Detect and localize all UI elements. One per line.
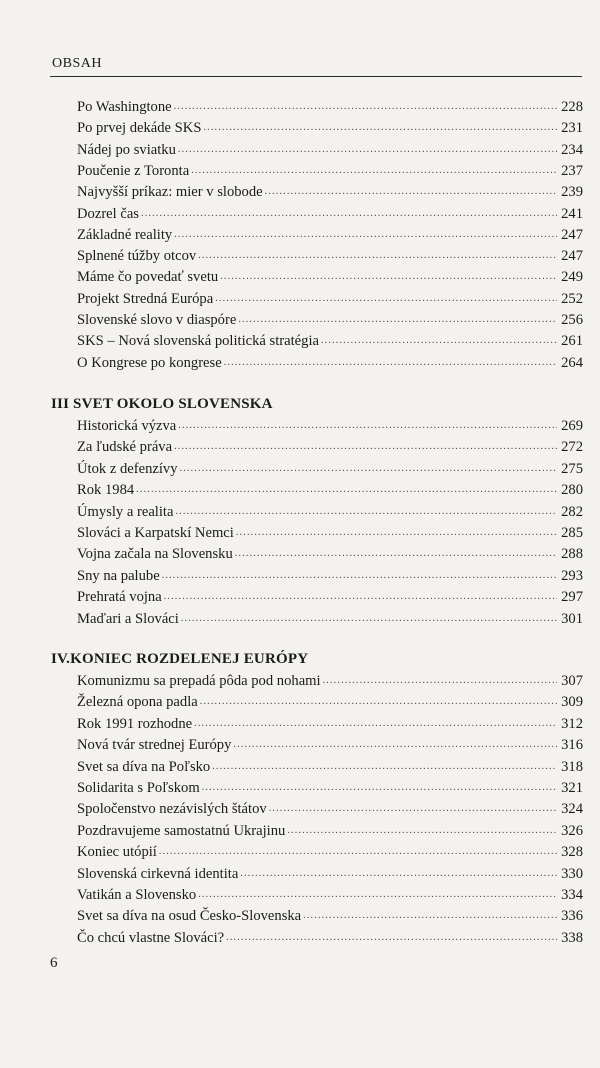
toc-entry-page: 301 (561, 610, 583, 627)
toc-entry-title: Komunizmu sa prepadá pôda pod nohami (77, 673, 321, 689)
toc-entry-title: Poučenie z Toronta (77, 162, 190, 179)
toc-entry-title: Slovenské slovo v diaspóre (77, 312, 237, 328)
dot-leader (287, 824, 557, 838)
dot-leader (240, 867, 557, 881)
toc-entry-title: Najvyšší príkaz: mier v slobode (77, 184, 263, 201)
toc-entry (77, 307, 583, 329)
toc-entry (77, 413, 583, 435)
toc-entry-title: Vatikán a Slovensko (77, 887, 197, 903)
toc-entry-title: Po Washingtone (77, 99, 172, 115)
dot-leader (265, 185, 557, 199)
toc-entry-page: 338 (561, 929, 583, 946)
toc-entry-page: 326 (561, 822, 583, 839)
toc-entry-title: Svet sa díva na Poľsko (77, 758, 211, 775)
toc-entry (77, 754, 583, 776)
toc-entry-title: Útok z defenzívy (77, 460, 178, 477)
dot-leader (180, 462, 558, 476)
toc-entry-title: Koniec utópií (77, 844, 157, 861)
dot-leader (215, 292, 557, 306)
toc-entry-page: 252 (561, 290, 583, 307)
toc-entry-page: 256 (561, 312, 583, 328)
toc-entry-title: Dozrel čas (77, 205, 139, 222)
toc-entry (77, 158, 583, 180)
dot-leader (178, 419, 557, 433)
section-heading-3: III SVET OKOLO SLOVENSKA (51, 396, 273, 412)
dot-leader (174, 440, 557, 454)
toc-entry (77, 243, 583, 265)
toc-entry (77, 775, 583, 797)
toc-entry (77, 563, 583, 585)
toc-entry-title: Splnené túžby otcov (77, 248, 197, 265)
toc-entry-page: 231 (561, 120, 583, 137)
dot-leader (198, 888, 557, 902)
dot-leader (235, 547, 557, 561)
toc-entry (77, 520, 583, 542)
header-rule (50, 76, 582, 77)
dot-leader (174, 100, 557, 114)
toc-entry (77, 541, 583, 563)
toc-entry-page: 275 (561, 460, 583, 477)
toc-entry-title: Spoločenstvo nezávislých štátov (77, 801, 267, 818)
toc-entry (77, 796, 583, 818)
toc-entry-title: Sny na palube (77, 567, 160, 584)
toc-entry-title: Po prvej dekáde SKS (77, 120, 202, 137)
toc-entry-page: 318 (561, 758, 583, 775)
toc-entry (77, 839, 583, 861)
toc-entry-page: 239 (561, 184, 583, 201)
toc-entry-title: Historická výzva (77, 418, 177, 434)
toc-entry (77, 201, 583, 223)
toc-entry-page: 237 (561, 162, 583, 179)
toc-entry (77, 689, 583, 711)
toc-entry-page: 330 (561, 865, 583, 882)
toc-entry-page: 234 (561, 141, 583, 158)
dot-leader (212, 760, 557, 774)
dot-leader (159, 845, 557, 859)
toc-entry (77, 434, 583, 456)
toc-entry (77, 286, 583, 308)
toc-entry-title: Projekt Stredná Európa (77, 290, 214, 307)
section-heading-4: IV.KONIEC ROZDELENEJ EURÓPY (51, 651, 309, 667)
toc-entry-page: 241 (561, 205, 583, 222)
toc-entry-title: Prehratá vojna (77, 589, 162, 606)
toc-entry-page: 336 (561, 908, 583, 925)
dot-leader (236, 526, 557, 540)
toc-entry (77, 818, 583, 840)
toc-entry-title: Svet sa díva na osud Česko-Slovenska (77, 908, 302, 925)
dot-leader (202, 781, 557, 795)
toc-entry (77, 499, 583, 521)
toc-entry-title: Čo chcú vlastne Slováci? (77, 929, 225, 946)
toc-entry-title: Maďari a Slováci (77, 610, 179, 627)
toc-entry-title: Rok 1984 (77, 482, 135, 499)
toc-entry-title: Slovenská cirkevná identita (77, 865, 239, 882)
toc-entry-page: 247 (561, 226, 583, 243)
toc-entry (77, 94, 583, 116)
toc-entry (77, 477, 583, 499)
toc-entry-title: Úmysly a realita (77, 503, 174, 520)
toc-entry-title: Železná opona padla (77, 694, 198, 711)
dot-leader (303, 909, 557, 923)
toc-entry (77, 925, 583, 947)
dot-leader (181, 612, 557, 626)
toc-entry-title: Nádej po sviatku (77, 141, 176, 158)
toc-entry-page: 321 (561, 780, 583, 796)
toc-entry-page: 228 (561, 99, 583, 115)
toc-entry (77, 584, 583, 606)
toc-entry (77, 668, 583, 690)
toc-entry-title: Základné reality (77, 226, 173, 243)
toc-entry-title: Slováci a Karpatskí Nemci (77, 525, 234, 541)
toc-entry (77, 350, 583, 372)
toc-entry-page: 272 (561, 439, 583, 456)
toc-entry-page: 282 (561, 503, 583, 520)
toc-entry (77, 179, 583, 201)
toc-entry-page: 307 (561, 673, 583, 689)
toc-entry-title: SKS – Nová slovenská politická stratégia (77, 333, 319, 350)
dot-leader (224, 356, 557, 370)
toc-entry-page: 334 (561, 887, 583, 903)
page-number: 6 (50, 955, 58, 971)
toc-entry (77, 137, 583, 159)
dot-leader (226, 931, 557, 945)
dot-leader (141, 207, 557, 221)
dot-leader (269, 802, 557, 816)
toc-entry (77, 328, 583, 350)
toc-entry (77, 222, 583, 244)
toc-entry (77, 882, 583, 904)
toc-entry-page: 269 (561, 418, 583, 434)
toc-entry-page: 309 (561, 694, 583, 711)
running-head: OBSAH (52, 56, 102, 71)
dot-leader (238, 313, 557, 327)
toc-entry-title: O Kongrese po kongrese (77, 354, 222, 371)
toc-entry (77, 732, 583, 754)
toc-entry-title: Máme čo povedať svetu (77, 269, 219, 286)
dot-leader (220, 270, 557, 284)
dot-leader (164, 590, 557, 604)
toc-entry (77, 264, 583, 286)
toc-entry-page: 324 (561, 801, 583, 818)
toc-entry-page: 297 (561, 589, 583, 606)
dot-leader (321, 334, 557, 348)
toc-entry-title: Rok 1991 rozhodne (77, 715, 193, 732)
dot-leader (194, 717, 557, 731)
toc-entry-page: 249 (561, 269, 583, 286)
toc-entry-page: 316 (561, 737, 583, 754)
dot-leader (174, 228, 557, 242)
toc-entry-page: 280 (561, 482, 583, 499)
toc-entry-page: 288 (561, 546, 583, 563)
dot-leader (175, 505, 557, 519)
dot-leader (198, 249, 557, 263)
dot-leader (200, 695, 557, 709)
toc-entry-title: Pozdravujeme samostatnú Ukrajinu (77, 822, 286, 839)
toc-entry-title: Za ľudské práva (77, 439, 173, 456)
dot-leader (136, 483, 557, 497)
toc-entry (77, 606, 583, 628)
toc-entry-page: 247 (561, 248, 583, 265)
toc-entry-page: 328 (561, 844, 583, 861)
toc-entry (77, 903, 583, 925)
dot-leader (233, 738, 557, 752)
toc-entry-page: 285 (561, 525, 583, 541)
toc-entry (77, 456, 583, 478)
toc-entry (77, 711, 583, 733)
dot-leader (323, 674, 558, 688)
toc-entry-page: 261 (561, 333, 583, 350)
dot-leader (162, 569, 557, 583)
toc-entry-page: 312 (561, 715, 583, 732)
dot-leader (203, 121, 557, 135)
toc-entry-page: 264 (561, 354, 583, 371)
dot-leader (191, 164, 557, 178)
dot-leader (178, 143, 557, 157)
toc-entry-title: Solidarita s Poľskom (77, 780, 200, 796)
toc-entry-page: 293 (561, 567, 583, 584)
toc-entry-title: Nová tvár strednej Európy (77, 737, 232, 754)
toc-entry (77, 115, 583, 137)
toc-entry (77, 861, 583, 883)
toc-entry-title: Vojna začala na Slovensku (77, 546, 233, 563)
